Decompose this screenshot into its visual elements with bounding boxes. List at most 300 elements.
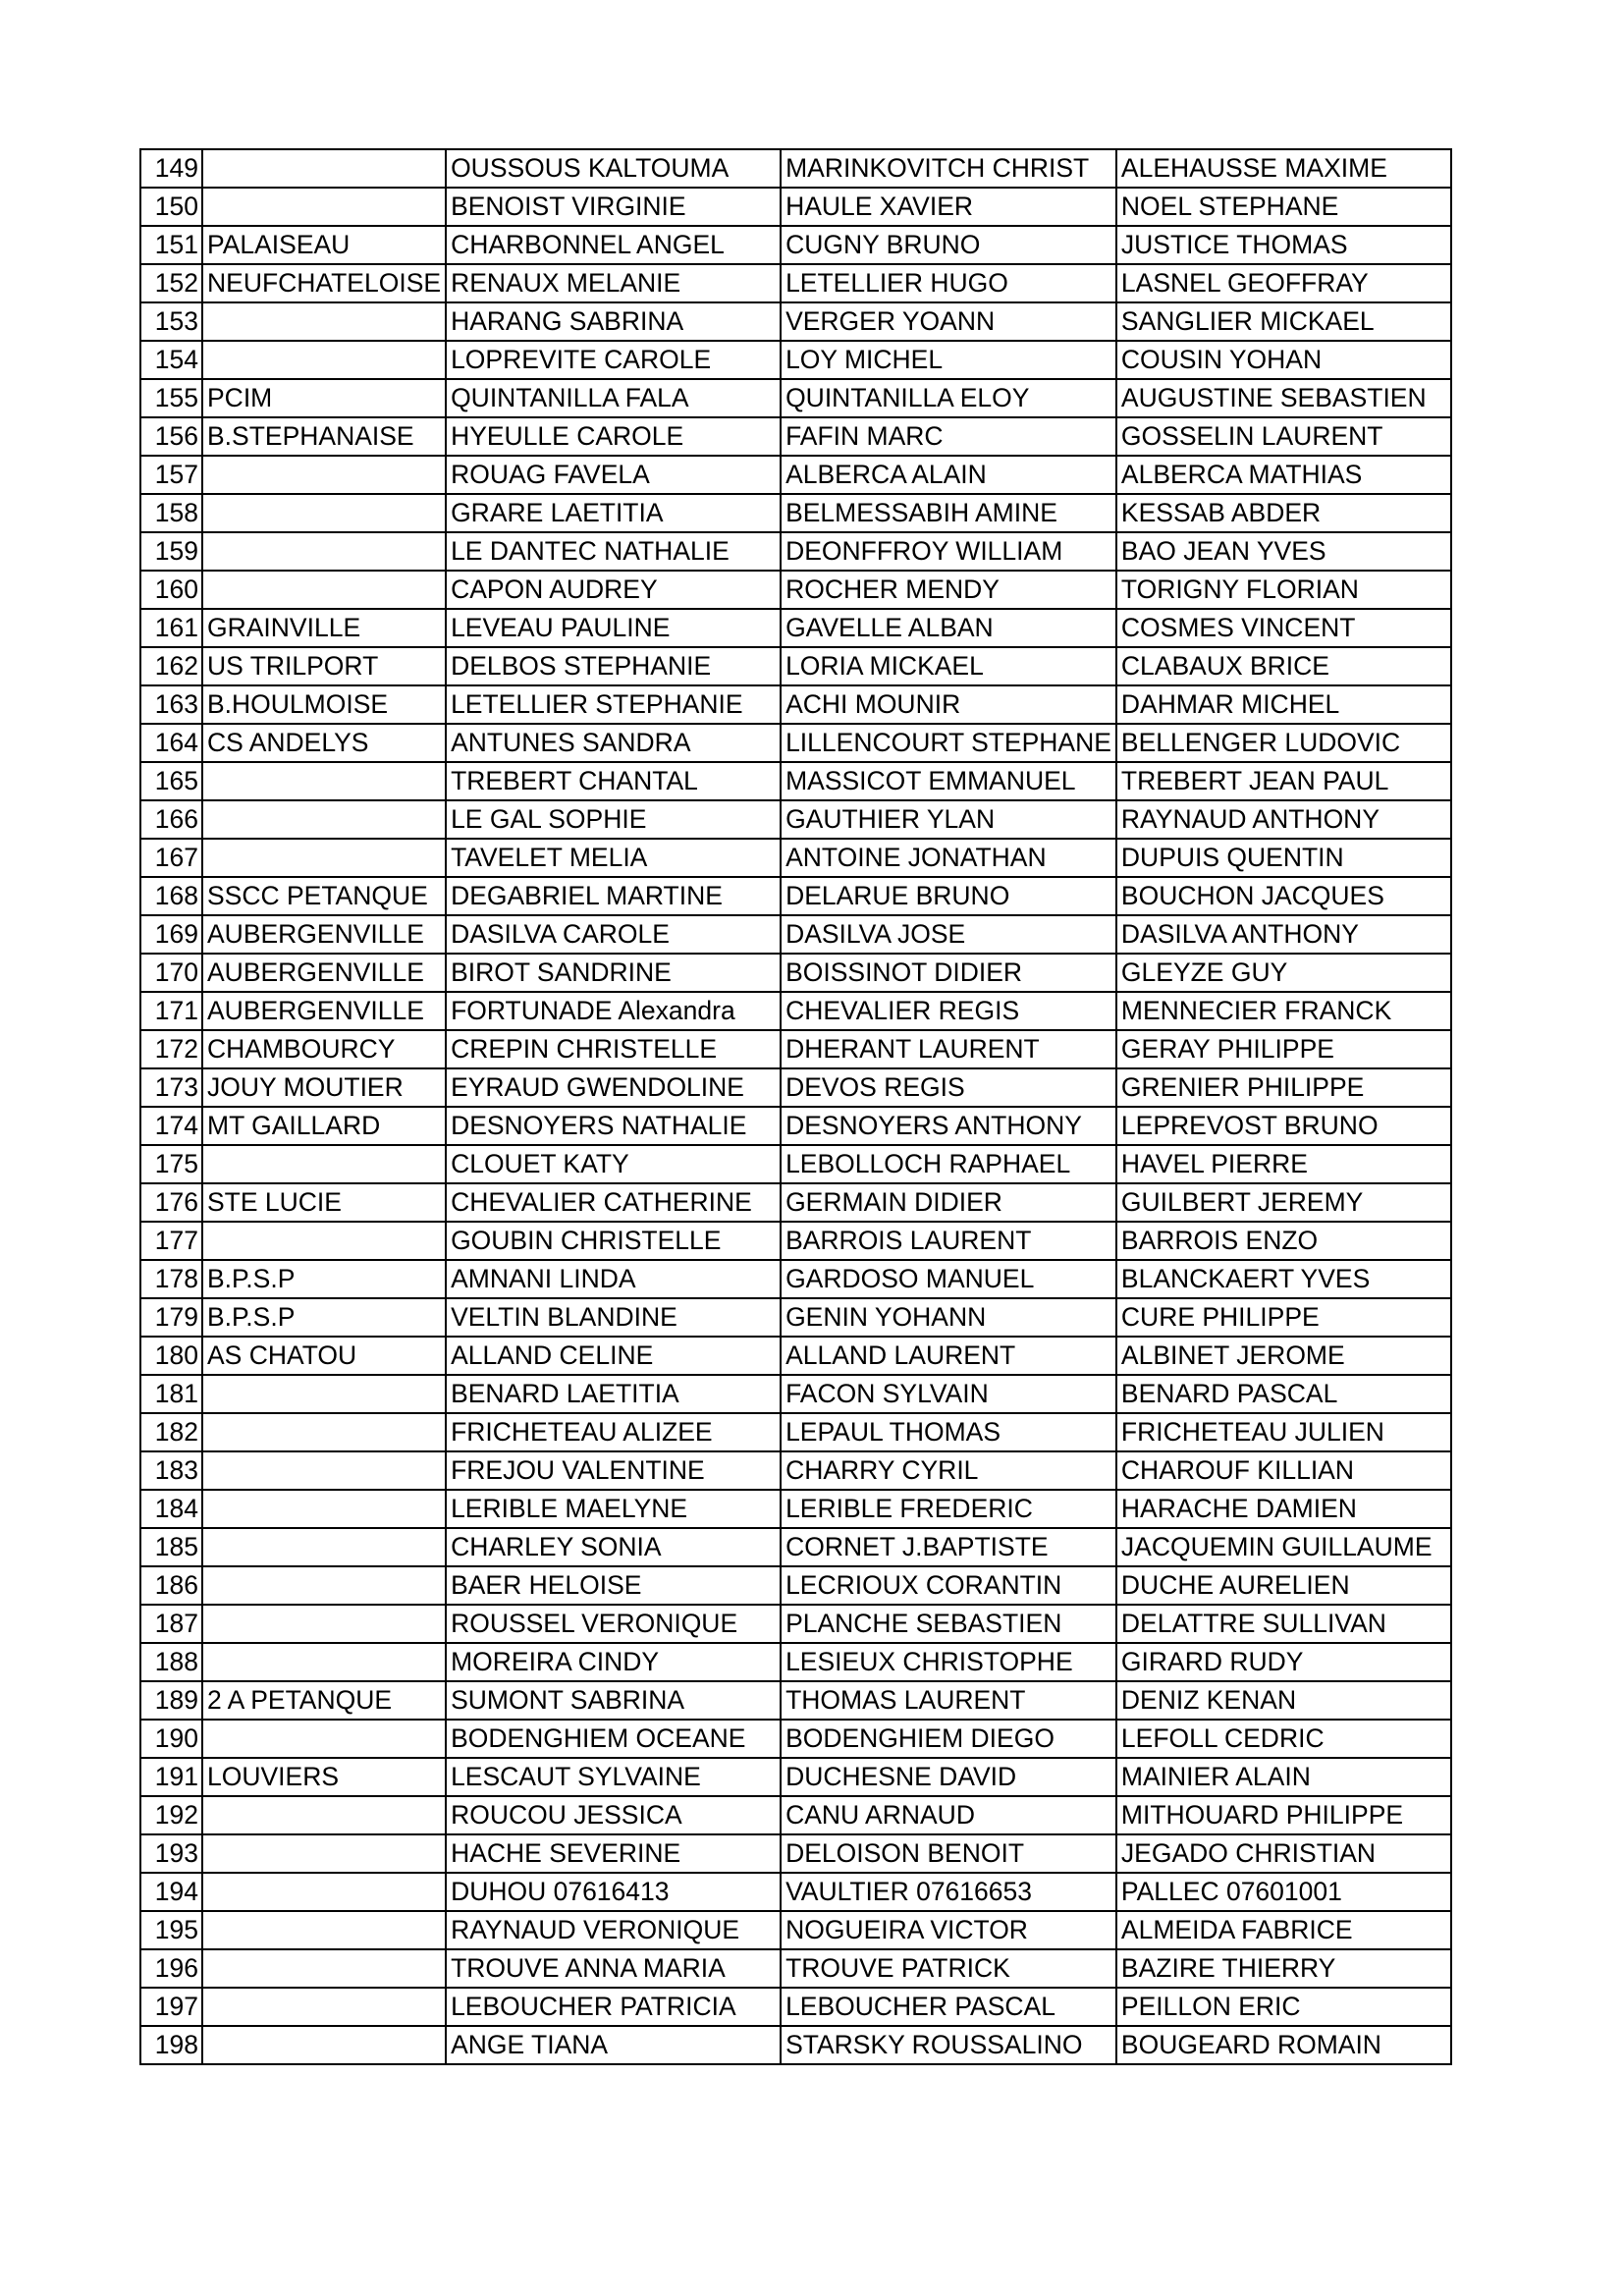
team-number-cell: 165: [140, 762, 202, 800]
player-1-cell: CREPIN CHRISTELLE: [446, 1030, 781, 1068]
team-number-cell: 195: [140, 1911, 202, 1949]
player-1-cell: FREJOU VALENTINE: [446, 1451, 781, 1490]
player-2-cell: HAULE XAVIER: [781, 188, 1116, 226]
player-3-cell: HAVEL PIERRE: [1116, 1145, 1451, 1183]
player-2-cell: CUGNY BRUNO: [781, 226, 1116, 264]
player-1-cell: EYRAUD GWENDOLINE: [446, 1068, 781, 1107]
club-cell: GRAINVILLE: [202, 609, 446, 647]
player-2-cell: TROUVE PATRICK: [781, 1949, 1116, 1988]
player-3-cell: MAINIER ALAIN: [1116, 1758, 1451, 1796]
club-cell: LOUVIERS: [202, 1758, 446, 1796]
player-2-cell: LESIEUX CHRISTOPHE: [781, 1643, 1116, 1681]
team-number-cell: 181: [140, 1375, 202, 1413]
club-cell: [202, 456, 446, 494]
player-2-cell: DELARUE BRUNO: [781, 877, 1116, 915]
table-row: [140, 839, 1451, 877]
table-row: [140, 1681, 1451, 1720]
club-cell: [202, 1643, 446, 1681]
table-row: [140, 1451, 1451, 1490]
table-row: [140, 1911, 1451, 1949]
player-2-cell: DUCHESNE DAVID: [781, 1758, 1116, 1796]
player-1-cell: MOREIRA CINDY: [446, 1643, 781, 1681]
player-3-cell: LASNEL GEOFFRAY: [1116, 264, 1451, 302]
player-2-cell: FAFIN MARC: [781, 417, 1116, 456]
player-1-cell: LESCAUT SYLVAINE: [446, 1758, 781, 1796]
table-row: [140, 647, 1451, 685]
player-1-cell: BODENGHIEM OCEANE: [446, 1720, 781, 1758]
club-cell: [202, 1222, 446, 1260]
player-1-cell: HACHE SEVERINE: [446, 1834, 781, 1873]
player-1-cell: ROUAG FAVELA: [446, 456, 781, 494]
team-number-cell: 167: [140, 839, 202, 877]
team-number-cell: 178: [140, 1260, 202, 1298]
player-2-cell: CHEVALIER REGIS: [781, 992, 1116, 1030]
player-2-cell: GENIN YOHANN: [781, 1298, 1116, 1337]
player-2-cell: ALBERCA ALAIN: [781, 456, 1116, 494]
team-number-cell: 197: [140, 1988, 202, 2026]
player-3-cell: BAO JEAN YVES: [1116, 532, 1451, 571]
player-3-cell: PALLEC 07601001: [1116, 1873, 1451, 1911]
team-number-cell: 171: [140, 992, 202, 1030]
club-cell: [202, 1413, 446, 1451]
team-number-cell: 158: [140, 494, 202, 532]
table-row: [140, 341, 1451, 379]
team-number-cell: 192: [140, 1796, 202, 1834]
club-cell: [202, 1949, 446, 1988]
team-number-cell: 151: [140, 226, 202, 264]
player-3-cell: DUCHE AURELIEN: [1116, 1566, 1451, 1605]
club-cell: B.STEPHANAISE: [202, 417, 446, 456]
club-cell: B.HOULMOISE: [202, 685, 446, 724]
team-number-cell: 155: [140, 379, 202, 417]
player-3-cell: BARROIS ENZO: [1116, 1222, 1451, 1260]
team-number-cell: 176: [140, 1183, 202, 1222]
player-1-cell: LEVEAU PAULINE: [446, 609, 781, 647]
player-2-cell: FACON SYLVAIN: [781, 1375, 1116, 1413]
player-2-cell: CANU ARNAUD: [781, 1796, 1116, 1834]
player-3-cell: GIRARD RUDY: [1116, 1643, 1451, 1681]
player-1-cell: AMNANI LINDA: [446, 1260, 781, 1298]
player-3-cell: COUSIN YOHAN: [1116, 341, 1451, 379]
player-1-cell: BAER HELOISE: [446, 1566, 781, 1605]
table-row: [140, 915, 1451, 954]
player-1-cell: HARANG SABRINA: [446, 302, 781, 341]
team-number-cell: 175: [140, 1145, 202, 1183]
table-row: [140, 1183, 1451, 1222]
club-cell: CHAMBOURCY: [202, 1030, 446, 1068]
team-number-cell: 149: [140, 149, 202, 188]
player-2-cell: DHERANT LAURENT: [781, 1030, 1116, 1068]
table-row: [140, 1643, 1451, 1681]
table-row: [140, 1413, 1451, 1451]
table-row: [140, 1528, 1451, 1566]
club-cell: [202, 1490, 446, 1528]
player-3-cell: ALMEIDA FABRICE: [1116, 1911, 1451, 1949]
club-cell: AUBERGENVILLE: [202, 954, 446, 992]
player-3-cell: BOUGEARD ROMAIN: [1116, 2026, 1451, 2064]
player-3-cell: TREBERT JEAN PAUL: [1116, 762, 1451, 800]
team-number-cell: 160: [140, 571, 202, 609]
player-1-cell: LETELLIER STEPHANIE: [446, 685, 781, 724]
player-1-cell: BENOIST VIRGINIE: [446, 188, 781, 226]
player-3-cell: DASILVA ANTHONY: [1116, 915, 1451, 954]
team-number-cell: 186: [140, 1566, 202, 1605]
player-3-cell: COSMES VINCENT: [1116, 609, 1451, 647]
player-2-cell: GARDOSO MANUEL: [781, 1260, 1116, 1298]
player-3-cell: SANGLIER MICKAEL: [1116, 302, 1451, 341]
table-row: [140, 1107, 1451, 1145]
player-2-cell: GERMAIN DIDIER: [781, 1183, 1116, 1222]
player-2-cell: MASSICOT EMMANUEL: [781, 762, 1116, 800]
player-3-cell: FRICHETEAU JULIEN: [1116, 1413, 1451, 1451]
player-1-cell: LE DANTEC NATHALIE: [446, 532, 781, 571]
club-cell: [202, 571, 446, 609]
table-row: [140, 149, 1451, 188]
team-number-cell: 198: [140, 2026, 202, 2064]
table-row: [140, 1490, 1451, 1528]
player-1-cell: DESNOYERS NATHALIE: [446, 1107, 781, 1145]
player-2-cell: DASILVA JOSE: [781, 915, 1116, 954]
team-number-cell: 188: [140, 1643, 202, 1681]
player-1-cell: CHARLEY SONIA: [446, 1528, 781, 1566]
table-row: [140, 1566, 1451, 1605]
player-3-cell: CURE PHILIPPE: [1116, 1298, 1451, 1337]
player-3-cell: PEILLON ERIC: [1116, 1988, 1451, 2026]
player-2-cell: CHARRY CYRIL: [781, 1451, 1116, 1490]
team-number-cell: 164: [140, 724, 202, 762]
table-row: [140, 1068, 1451, 1107]
table-row: [140, 992, 1451, 1030]
club-cell: AUBERGENVILLE: [202, 915, 446, 954]
player-3-cell: KESSAB ABDER: [1116, 494, 1451, 532]
player-2-cell: BELMESSABIH AMINE: [781, 494, 1116, 532]
player-3-cell: DENIZ KENAN: [1116, 1681, 1451, 1720]
player-2-cell: GAUTHIER YLAN: [781, 800, 1116, 839]
player-2-cell: ALLAND LAURENT: [781, 1337, 1116, 1375]
player-1-cell: GOUBIN CHRISTELLE: [446, 1222, 781, 1260]
player-2-cell: LOY MICHEL: [781, 341, 1116, 379]
player-3-cell: GLEYZE GUY: [1116, 954, 1451, 992]
team-number-cell: 163: [140, 685, 202, 724]
table-row: [140, 1145, 1451, 1183]
table-row: [140, 1605, 1451, 1643]
club-cell: [202, 762, 446, 800]
team-number-cell: 177: [140, 1222, 202, 1260]
club-cell: [202, 2026, 446, 2064]
table-row: [140, 1720, 1451, 1758]
player-2-cell: LILLENCOURT STEPHANE: [781, 724, 1116, 762]
player-1-cell: VELTIN BLANDINE: [446, 1298, 781, 1337]
table-row: [140, 571, 1451, 609]
player-2-cell: QUINTANILLA ELOY: [781, 379, 1116, 417]
player-3-cell: NOEL STEPHANE: [1116, 188, 1451, 226]
player-3-cell: BLANCKAERT YVES: [1116, 1260, 1451, 1298]
team-number-cell: 150: [140, 188, 202, 226]
player-1-cell: DUHOU 07616413: [446, 1873, 781, 1911]
table-row: [140, 1222, 1451, 1260]
team-number-cell: 159: [140, 532, 202, 571]
team-number-cell: 157: [140, 456, 202, 494]
team-number-cell: 168: [140, 877, 202, 915]
table-row: [140, 264, 1451, 302]
table-row: [140, 532, 1451, 571]
player-3-cell: JUSTICE THOMAS: [1116, 226, 1451, 264]
club-cell: [202, 532, 446, 571]
player-3-cell: CHAROUF KILLIAN: [1116, 1451, 1451, 1490]
player-3-cell: JEGADO CHRISTIAN: [1116, 1834, 1451, 1873]
player-2-cell: BARROIS LAURENT: [781, 1222, 1116, 1260]
club-cell: [202, 1988, 446, 2026]
club-cell: [202, 1873, 446, 1911]
player-3-cell: ALBINET JEROME: [1116, 1337, 1451, 1375]
player-1-cell: DEGABRIEL MARTINE: [446, 877, 781, 915]
team-number-cell: 193: [140, 1834, 202, 1873]
table-row: [140, 2026, 1451, 2064]
player-2-cell: LERIBLE FREDERIC: [781, 1490, 1116, 1528]
player-3-cell: BENARD PASCAL: [1116, 1375, 1451, 1413]
player-1-cell: LOPREVITE CAROLE: [446, 341, 781, 379]
player-1-cell: CHEVALIER CATHERINE: [446, 1183, 781, 1222]
team-number-cell: 172: [140, 1030, 202, 1068]
club-cell: [202, 1796, 446, 1834]
table-row: [140, 954, 1451, 992]
player-3-cell: MITHOUARD PHILIPPE: [1116, 1796, 1451, 1834]
player-3-cell: LEFOLL CEDRIC: [1116, 1720, 1451, 1758]
club-cell: B.P.S.P: [202, 1260, 446, 1298]
table-row: [140, 800, 1451, 839]
player-2-cell: BODENGHIEM DIEGO: [781, 1720, 1116, 1758]
player-3-cell: DAHMAR MICHEL: [1116, 685, 1451, 724]
player-3-cell: BELLENGER LUDOVIC: [1116, 724, 1451, 762]
club-cell: [202, 1834, 446, 1873]
team-number-cell: 153: [140, 302, 202, 341]
club-cell: AS CHATOU: [202, 1337, 446, 1375]
club-cell: [202, 302, 446, 341]
table-row: [140, 494, 1451, 532]
table-row: [140, 1949, 1451, 1988]
team-number-cell: 179: [140, 1298, 202, 1337]
club-cell: [202, 1605, 446, 1643]
table-row: [140, 226, 1451, 264]
player-1-cell: TROUVE ANNA MARIA: [446, 1949, 781, 1988]
player-1-cell: ANGE TIANA: [446, 2026, 781, 2064]
team-number-cell: 154: [140, 341, 202, 379]
team-number-cell: 173: [140, 1068, 202, 1107]
player-3-cell: MENNECIER FRANCK: [1116, 992, 1451, 1030]
club-cell: PALAISEAU: [202, 226, 446, 264]
table-row: [140, 379, 1451, 417]
player-1-cell: ALLAND CELINE: [446, 1337, 781, 1375]
player-2-cell: CORNET J.BAPTISTE: [781, 1528, 1116, 1566]
table-row: [140, 1375, 1451, 1413]
club-cell: [202, 494, 446, 532]
club-cell: [202, 839, 446, 877]
club-cell: 2 A PETANQUE: [202, 1681, 446, 1720]
player-2-cell: THOMAS LAURENT: [781, 1681, 1116, 1720]
player-2-cell: DEONFFROY WILLIAM: [781, 532, 1116, 571]
table-row: [140, 762, 1451, 800]
player-3-cell: GRENIER PHILIPPE: [1116, 1068, 1451, 1107]
player-3-cell: LEPREVOST BRUNO: [1116, 1107, 1451, 1145]
player-2-cell: DELOISON BENOIT: [781, 1834, 1116, 1873]
player-2-cell: BOISSINOT DIDIER: [781, 954, 1116, 992]
team-number-cell: 161: [140, 609, 202, 647]
team-number-cell: 156: [140, 417, 202, 456]
player-3-cell: BAZIRE THIERRY: [1116, 1949, 1451, 1988]
player-2-cell: GAVELLE ALBAN: [781, 609, 1116, 647]
table-row: [140, 1298, 1451, 1337]
team-number-cell: 184: [140, 1490, 202, 1528]
player-1-cell: FRICHETEAU ALIZEE: [446, 1413, 781, 1451]
club-cell: [202, 1566, 446, 1605]
club-cell: [202, 149, 446, 188]
team-number-cell: 191: [140, 1758, 202, 1796]
team-number-cell: 174: [140, 1107, 202, 1145]
player-1-cell: LERIBLE MAELYNE: [446, 1490, 781, 1528]
table-row: [140, 1260, 1451, 1298]
club-cell: CS ANDELYS: [202, 724, 446, 762]
player-1-cell: FORTUNADE Alexandra: [446, 992, 781, 1030]
table-row: [140, 456, 1451, 494]
player-2-cell: LEBOLLOCH RAPHAEL: [781, 1145, 1116, 1183]
player-1-cell: SUMONT SABRINA: [446, 1681, 781, 1720]
team-number-cell: 169: [140, 915, 202, 954]
player-2-cell: DESNOYERS ANTHONY: [781, 1107, 1116, 1145]
table-row: [140, 1758, 1451, 1796]
player-1-cell: LEBOUCHER PATRICIA: [446, 1988, 781, 2026]
club-cell: [202, 1375, 446, 1413]
club-cell: B.P.S.P: [202, 1298, 446, 1337]
player-1-cell: QUINTANILLA FALA: [446, 379, 781, 417]
club-cell: [202, 1911, 446, 1949]
team-number-cell: 187: [140, 1605, 202, 1643]
club-cell: [202, 1528, 446, 1566]
player-3-cell: JACQUEMIN GUILLAUME: [1116, 1528, 1451, 1566]
club-cell: US TRILPORT: [202, 647, 446, 685]
player-1-cell: RAYNAUD VERONIQUE: [446, 1911, 781, 1949]
player-2-cell: VAULTIER 07616653: [781, 1873, 1116, 1911]
player-1-cell: ANTUNES SANDRA: [446, 724, 781, 762]
club-cell: [202, 1720, 446, 1758]
player-3-cell: TORIGNY FLORIAN: [1116, 571, 1451, 609]
club-cell: NEUFCHATELOISE: [202, 264, 446, 302]
table-row: [140, 1030, 1451, 1068]
team-number-cell: 185: [140, 1528, 202, 1566]
player-1-cell: BIROT SANDRINE: [446, 954, 781, 992]
player-3-cell: BOUCHON JACQUES: [1116, 877, 1451, 915]
player-3-cell: AUGUSTINE SEBASTIEN: [1116, 379, 1451, 417]
player-2-cell: ROCHER MENDY: [781, 571, 1116, 609]
team-number-cell: 162: [140, 647, 202, 685]
team-number-cell: 183: [140, 1451, 202, 1490]
player-1-cell: TAVELET MELIA: [446, 839, 781, 877]
player-3-cell: DELATTRE SULLIVAN: [1116, 1605, 1451, 1643]
team-number-cell: 194: [140, 1873, 202, 1911]
player-2-cell: LEPAUL THOMAS: [781, 1413, 1116, 1451]
team-number-cell: 182: [140, 1413, 202, 1451]
registration-table-body: [140, 149, 1451, 2064]
team-number-cell: 196: [140, 1949, 202, 1988]
player-3-cell: GOSSELIN LAURENT: [1116, 417, 1451, 456]
team-number-cell: 189: [140, 1681, 202, 1720]
player-1-cell: RENAUX MELANIE: [446, 264, 781, 302]
player-1-cell: DASILVA CAROLE: [446, 915, 781, 954]
table-row: [140, 417, 1451, 456]
player-1-cell: TREBERT CHANTAL: [446, 762, 781, 800]
player-3-cell: GERAY PHILIPPE: [1116, 1030, 1451, 1068]
player-2-cell: NOGUEIRA VICTOR: [781, 1911, 1116, 1949]
team-number-cell: 190: [140, 1720, 202, 1758]
registration-table: [139, 148, 1452, 2065]
player-3-cell: GUILBERT JEREMY: [1116, 1183, 1451, 1222]
table-row: [140, 877, 1451, 915]
club-cell: JOUY MOUTIER: [202, 1068, 446, 1107]
player-1-cell: ROUCOU JESSICA: [446, 1796, 781, 1834]
team-number-cell: 180: [140, 1337, 202, 1375]
club-cell: [202, 800, 446, 839]
player-2-cell: LETELLIER HUGO: [781, 264, 1116, 302]
club-cell: STE LUCIE: [202, 1183, 446, 1222]
player-1-cell: LE GAL SOPHIE: [446, 800, 781, 839]
player-1-cell: ROUSSEL VERONIQUE: [446, 1605, 781, 1643]
club-cell: AUBERGENVILLE: [202, 992, 446, 1030]
team-number-cell: 166: [140, 800, 202, 839]
player-2-cell: LECRIOUX CORANTIN: [781, 1566, 1116, 1605]
player-1-cell: DELBOS STEPHANIE: [446, 647, 781, 685]
player-1-cell: CLOUET KATY: [446, 1145, 781, 1183]
team-number-cell: 170: [140, 954, 202, 992]
player-2-cell: LEBOUCHER PASCAL: [781, 1988, 1116, 2026]
player-1-cell: CHARBONNEL ANGEL: [446, 226, 781, 264]
table-row: [140, 724, 1451, 762]
player-2-cell: VERGER YOANN: [781, 302, 1116, 341]
club-cell: MT GAILLARD: [202, 1107, 446, 1145]
player-2-cell: PLANCHE SEBASTIEN: [781, 1605, 1116, 1643]
table-row: [140, 1796, 1451, 1834]
player-3-cell: DUPUIS QUENTIN: [1116, 839, 1451, 877]
player-2-cell: STARSKY ROUSSALINO: [781, 2026, 1116, 2064]
player-1-cell: OUSSOUS KALTOUMA: [446, 149, 781, 188]
table-row: [140, 302, 1451, 341]
club-cell: SSCC PETANQUE: [202, 877, 446, 915]
table-row: [140, 188, 1451, 226]
table-row: [140, 1834, 1451, 1873]
player-3-cell: RAYNAUD ANTHONY: [1116, 800, 1451, 839]
player-1-cell: BENARD LAETITIA: [446, 1375, 781, 1413]
club-cell: [202, 188, 446, 226]
player-2-cell: DEVOS REGIS: [781, 1068, 1116, 1107]
player-1-cell: HYEULLE CAROLE: [446, 417, 781, 456]
player-3-cell: ALBERCA MATHIAS: [1116, 456, 1451, 494]
player-2-cell: LORIA MICKAEL: [781, 647, 1116, 685]
player-2-cell: MARINKOVITCH CHRIST: [781, 149, 1116, 188]
player-1-cell: CAPON AUDREY: [446, 571, 781, 609]
team-number-cell: 152: [140, 264, 202, 302]
player-3-cell: CLABAUX BRICE: [1116, 647, 1451, 685]
table-row: [140, 1873, 1451, 1911]
player-2-cell: ACHI MOUNIR: [781, 685, 1116, 724]
player-3-cell: ALEHAUSSE MAXIME: [1116, 149, 1451, 188]
player-1-cell: GRARE LAETITIA: [446, 494, 781, 532]
table-row: [140, 609, 1451, 647]
club-cell: [202, 1451, 446, 1490]
club-cell: [202, 1145, 446, 1183]
player-2-cell: ANTOINE JONATHAN: [781, 839, 1116, 877]
player-3-cell: HARACHE DAMIEN: [1116, 1490, 1451, 1528]
club-cell: PCIM: [202, 379, 446, 417]
club-cell: [202, 341, 446, 379]
table-row: [140, 1988, 1451, 2026]
